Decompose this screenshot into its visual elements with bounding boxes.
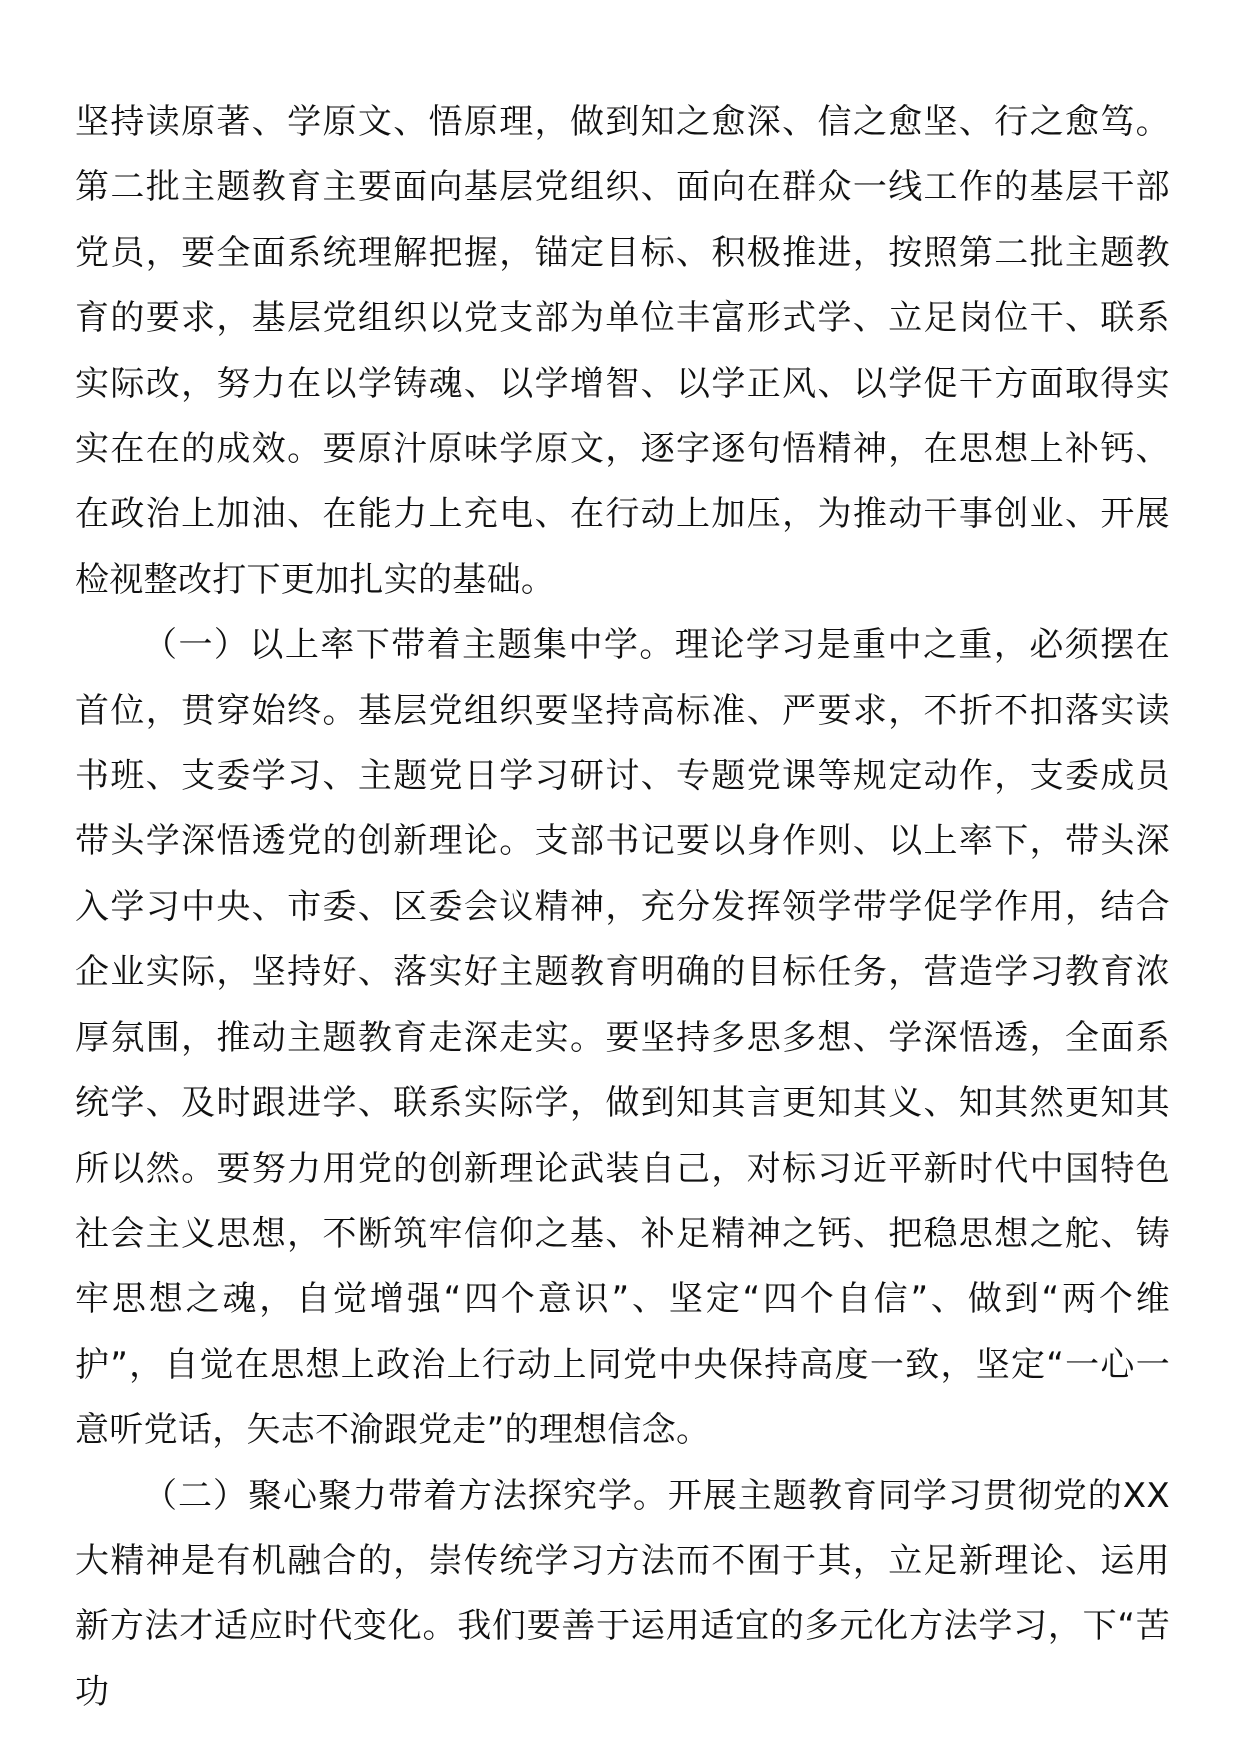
paragraph-continuation: 坚持读原著、学原文、悟原理，做到知之愈深、信之愈坚、行之愈笃。第二批主题教育主要面向基层党组织、面向在群众一线工作的基层干部党员，要全面系统理解把握，锚定目标、积极推进，按照第二批主题教育的要求，基层党组织以党支部为单位丰富形式学、立足岗位干、联系实际改，努力在以学铸魂、以学增智、以学正风、以学促干方面取得实实在在的成效。要原汁原味学原文，逐字逐句悟精神，在思想上补钙、在政治上加油、在能力上充电、在行动上加压，为推动干事创业、开展检视整改打下更加扎实的基础。 [75, 102, 1170, 600]
paragraph-section-two: （二）聚心聚力带着方法探究学。开展主题教育同学习贯彻党的XX大精神是有机融合的，崇传统学习方法而不囿于其，立足新理论、运用新方法才适应时代变化。我们要善于运用适宜的多元化方法学习，下“苦功 [75, 1475, 1170, 1712]
paragraph-section-one: （一）以上率下带着主题集中学。理论学习是重中之重，必须摆在首位，贯穿始终。基层党组织要坚持高标准、严要求，不折不扣落实读书班、支委学习、主题党日学习研讨、专题党课等规定动作，支委成员带头学深悟透党的创新理论。支部书记要以身作则、以上率下，带头深入学习中央、市委、区委会议精神，充分发挥领学带学促学作用，结合企业实际，坚持好、落实好主题教育明确的目标任务，营造学习教育浓厚氛围，推动主题教育走深走实。要坚持多思多想、学深悟透，全面系统学、及时跟进学、联系实际学，做到知其言更知其义、知其然更知其所以然。要努力用党的创新理论武装自己，对标习近平新时代中国特色社会主义思想，不断筑牢信仰之基、补足精神之钙、把稳思想之舵、铸牢思想之魂，自觉增强“四个意识”、坚定“四个自信”、做到“两个维护”，自觉在思想上政治上行动上同党中央保持高度一致，坚定“一心一意听党话，矢志不渝跟党走”的理想信念。 [75, 625, 1170, 1451]
